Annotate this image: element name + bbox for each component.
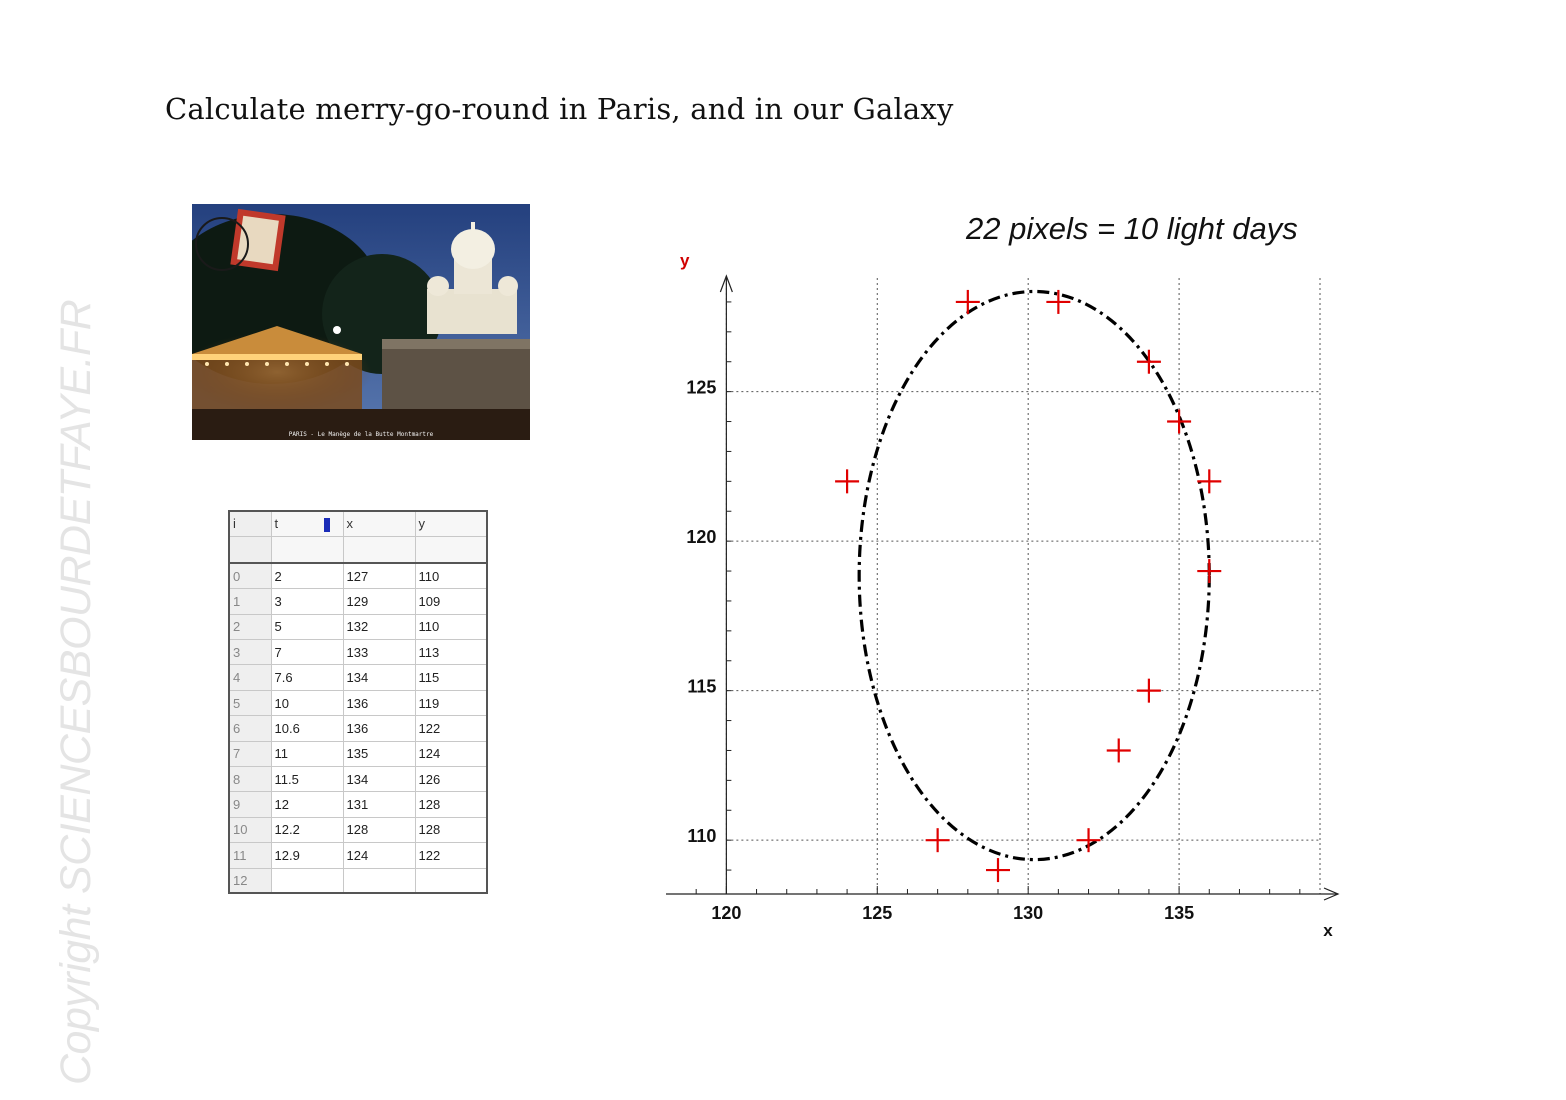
y-cell[interactable]: 122 [415, 716, 487, 741]
table-row [229, 767, 487, 792]
row-index-cell: 12 [229, 868, 271, 893]
table-row [229, 563, 487, 588]
y-tick-label: 120 [686, 527, 717, 548]
data-table [228, 510, 488, 894]
table-row [229, 614, 487, 639]
row-index-cell: 4 [229, 665, 271, 690]
row-index-cell: 1 [229, 589, 271, 614]
fitted-ellipse [859, 291, 1209, 859]
t-cell[interactable]: 10 [271, 690, 343, 715]
x-tick-label: 130 [1013, 903, 1044, 923]
header-x[interactable]: x [343, 511, 415, 536]
data-point [1137, 350, 1161, 374]
slide-title: Calculate merry-go-round in Paris, and in our Galaxy [165, 92, 954, 126]
t-cell[interactable]: 3 [271, 589, 343, 614]
unit-cell[interactable] [415, 536, 487, 563]
table-header-row [229, 511, 487, 536]
data-point [986, 858, 1010, 882]
t-cell[interactable]: 11 [271, 741, 343, 766]
table-row [229, 665, 487, 690]
x-tick-label: 125 [862, 903, 893, 923]
data-point [926, 828, 950, 852]
data-point [1167, 410, 1191, 434]
x-cell[interactable]: 132 [343, 614, 415, 639]
y-tick-label: 125 [686, 377, 717, 398]
y-tick-label: 110 [687, 826, 717, 847]
x-cell[interactable]: 131 [343, 792, 415, 817]
y-cell[interactable]: 128 [415, 792, 487, 817]
table-row [229, 792, 487, 817]
y-cell[interactable]: 128 [415, 817, 487, 842]
unit-cell[interactable] [271, 536, 343, 563]
table-row [229, 640, 487, 665]
edit-cursor-icon [324, 518, 330, 532]
y-cell[interactable]: 124 [415, 741, 487, 766]
x-tick-label: 135 [1164, 903, 1195, 923]
t-cell[interactable]: 2 [271, 563, 343, 588]
row-index-cell: 8 [229, 767, 271, 792]
row-index-cell: 0 [229, 563, 271, 588]
x-cell[interactable]: 134 [343, 665, 415, 690]
t-cell[interactable] [271, 868, 343, 893]
y-tick-label: 115 [687, 676, 717, 697]
t-cell[interactable]: 12.2 [271, 817, 343, 842]
x-cell[interactable]: 129 [343, 589, 415, 614]
y-cell[interactable]: 110 [415, 614, 487, 639]
scatter-plot [650, 250, 1350, 950]
row-index-cell: 9 [229, 792, 271, 817]
y-cell[interactable]: 109 [415, 589, 487, 614]
t-cell[interactable]: 7.6 [271, 665, 343, 690]
header-i[interactable]: i [229, 511, 271, 536]
row-index-cell: 2 [229, 614, 271, 639]
t-cell[interactable]: 11.5 [271, 767, 343, 792]
x-cell[interactable] [343, 868, 415, 893]
photo-caption: PARIS - Le Manège de la Butte Montmartre [288, 431, 434, 438]
y-cell[interactable]: 119 [415, 690, 487, 715]
x-axis-label: x [1323, 921, 1333, 940]
unit-cell[interactable] [343, 536, 415, 563]
table-row [229, 843, 487, 868]
y-cell[interactable]: 126 [415, 767, 487, 792]
table-row [229, 716, 487, 741]
carousel-photo-illustration [192, 204, 530, 440]
x-cell[interactable]: 133 [343, 640, 415, 665]
header-t[interactable]: t [271, 511, 343, 536]
header-y[interactable]: y [415, 511, 487, 536]
x-cell[interactable]: 135 [343, 741, 415, 766]
table-row [229, 868, 487, 893]
x-cell[interactable]: 128 [343, 817, 415, 842]
unit-cell [229, 536, 271, 563]
y-cell[interactable] [415, 868, 487, 893]
row-index-cell: 7 [229, 741, 271, 766]
x-cell[interactable]: 127 [343, 563, 415, 588]
chart-title: 22 pixels = 10 light days [966, 211, 1298, 246]
data-point [1137, 679, 1161, 703]
t-cell[interactable]: 5 [271, 614, 343, 639]
data-point [956, 290, 980, 314]
data-point [835, 469, 859, 493]
table-row [229, 589, 487, 614]
x-cell[interactable]: 136 [343, 690, 415, 715]
x-cell[interactable]: 124 [343, 843, 415, 868]
x-tick-label: 120 [711, 903, 742, 923]
t-cell[interactable]: 10.6 [271, 716, 343, 741]
t-cell[interactable]: 12 [271, 792, 343, 817]
y-cell[interactable]: 113 [415, 640, 487, 665]
x-cell[interactable]: 134 [343, 767, 415, 792]
carousel-photo [192, 204, 530, 440]
watermark-text: Copyright SCIENCESBOURDETFAYE.FR [52, 299, 100, 1085]
row-index-cell: 6 [229, 716, 271, 741]
y-axis-label: y [680, 251, 690, 270]
row-index-cell: 3 [229, 640, 271, 665]
table-unit-row [229, 536, 487, 563]
row-index-cell: 11 [229, 843, 271, 868]
data-point [1046, 290, 1070, 314]
y-cell[interactable]: 110 [415, 563, 487, 588]
data-point [1107, 738, 1131, 762]
table-row [229, 817, 487, 842]
y-cell[interactable]: 115 [415, 665, 487, 690]
table-row [229, 690, 487, 715]
row-index-cell: 10 [229, 817, 271, 842]
x-cell[interactable]: 136 [343, 716, 415, 741]
t-cell[interactable]: 7 [271, 640, 343, 665]
data-point [1197, 559, 1221, 583]
y-cell[interactable]: 122 [415, 843, 487, 868]
t-cell[interactable]: 12.9 [271, 843, 343, 868]
table-row [229, 741, 487, 766]
row-index-cell: 5 [229, 690, 271, 715]
